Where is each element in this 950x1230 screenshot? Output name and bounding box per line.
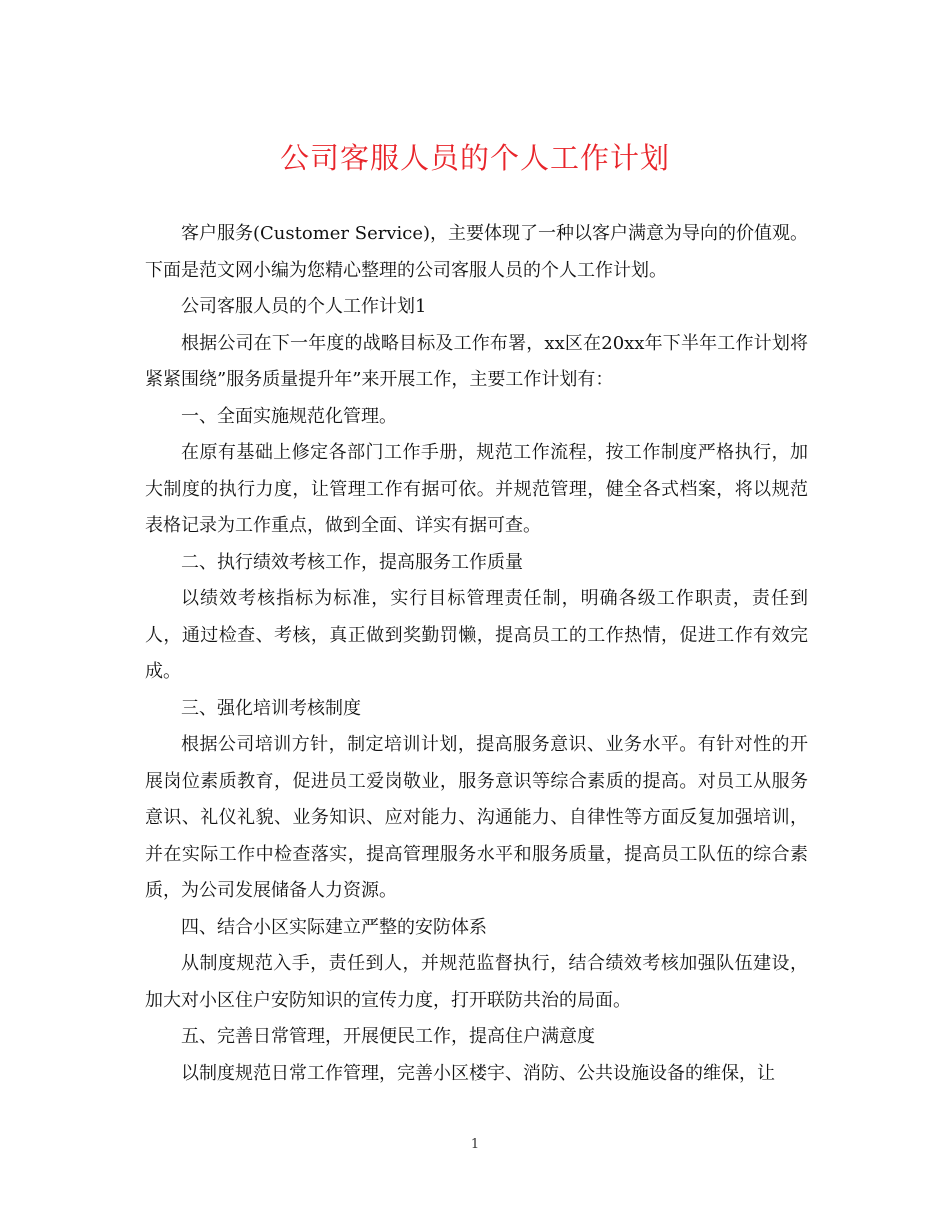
document-body [145,216,808,1092]
section-heading-4: 四、结合小区实际建立严整的安防体系 [181,916,487,938]
document-title: 公司客服人员的个人工作计划 [279,141,670,175]
section-heading-3: 三、强化培训考核制度 [181,697,361,719]
paragraph-overview: 根据公司在下一年度的战略目标及工作布署，xx区在20xx年下半年工作计划将紧紧围绕”服务质量提升年”来开展工作，主要工作计划有： [145,332,808,390]
paragraph-section-5: 以制度规范日常工作管理，完善小区楼宇、消防、公共设施设备的维保，让 [181,1062,775,1084]
section-heading-5: 五、完善日常管理，开展便民工作，提高住户满意度 [181,1026,595,1047]
paragraph-section-3: 根据公司培训方针，制定培训计划，提高服务意识、业务水平。有针对性的开展岗位素质教育，促进员工爱岗敬业，服务意识等综合素质的提高。对员工从服务意识、礼仪礼貌、业务知识、应对能力、沟通能力、自律性等方面反复加强培训，并在实际工作中检查落实，提高管理服务水平和服务质量，提高员工队伍的综合素质，为公司发展储备人力资源。 [145,734,808,901]
paragraph-intro: 客户服务(Customer Service)，主要体现了一种以客户满意为导向的价值观。下面是范文网小编为您精心整理的公司客服人员的个人工作计划。 [145,223,809,281]
section-heading-2: 二、执行绩效考核工作，提高服务工作质量 [181,551,523,573]
section-heading-1: 一、全面实施规范化管理。 [181,405,397,427]
paragraph-section-1: 在原有基础上修定各部门工作手册，规范工作流程，按工作制度严格执行，加大制度的执行力度，让管理工作有据可依。并规范管理，健全各式档案，将以规范表格记录为工作重点，做到全面、详实有据可查。 [145,442,808,536]
paragraph-section-2: 以绩效考核指标为标准，实行目标管理责任制，明确各级工作职责，责任到人，通过检查、考核，真正做到奖勤罚懒，提高员工的工作热情，促进工作有效完成。 [145,588,808,682]
paragraph-plan-heading: 公司客服人员的个人工作计划1 [181,296,427,317]
page-number: 1 [470,1137,480,1152]
paragraph-section-4: 从制度规范入手，责任到人，并规范监督执行，结合绩效考核加强队伍建设，加大对小区住户安防知识的宣传力度，打开联防共治的局面。 [145,953,808,1011]
